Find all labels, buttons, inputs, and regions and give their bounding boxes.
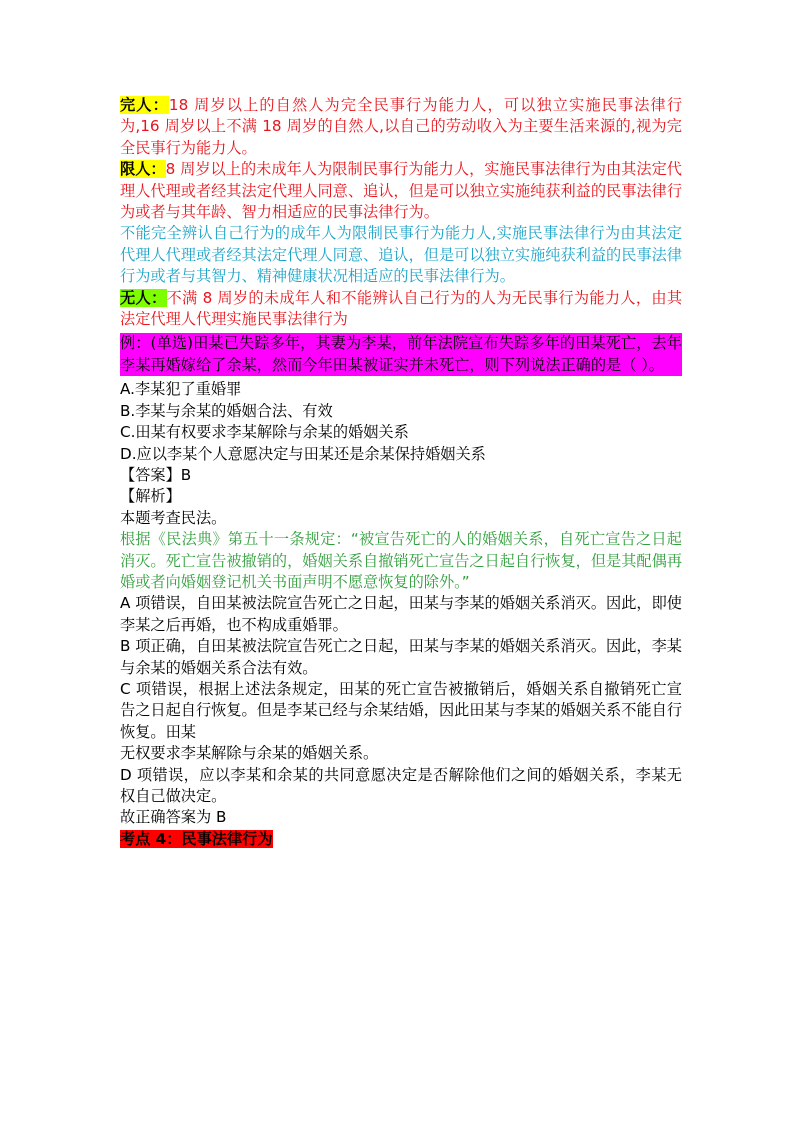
explain-d: D 项错误，应以李某和余某的共同意愿决定是否解除他们之间的婚姻关系，李某无权自己做决定。 bbox=[120, 765, 682, 805]
full-capacity-text: 18 周岁以上的自然人为完全民事行为能力人，可以独立实施民事法律行为,16 周岁以上不满 18 周岁的自然人,以自己的劳动收入为主要生活来源的,视为完全民事行为能力人。 bbox=[120, 96, 683, 157]
law-citation: 根据《民法典》第五十一条规定：“被宣告死亡的人的婚姻关系，自死亡宣告之日起消灭。死亡宣告被撤销的，婚姻关系自撤销死亡宣告之日起自行恢复，但是其配偶再婚或者向婚姻登记机关书面声明不愿意恢复的除外。” bbox=[120, 530, 682, 591]
limited-capacity-text: 8 周岁以上的未成年人为限制民事行为能力人，实施民事法律行为由其法定代理人代理或者经其法定代理人同意、追认，但是可以独立实施纯获利益的民事法律行为或者与其年龄、智力相适应的民事法律行为。 bbox=[120, 160, 682, 222]
no-capacity-text: 不满 8 周岁的未成年人和不能辨认自己行为的人为无民事行为能力人，由其法定代理人代理实施民事法律行为 bbox=[120, 288, 683, 329]
analysis-label: 【解析】 bbox=[120, 487, 181, 506]
option-a: A.李某犯了重婚罪 bbox=[120, 380, 242, 399]
limited-capacity-label: 限人： bbox=[120, 160, 166, 179]
limited-capacity-paragraph bbox=[120, 159, 682, 223]
next-section-heading-text: 考点 4：民事法律行为 bbox=[120, 829, 273, 848]
answer-line: 【答案】B bbox=[120, 465, 192, 484]
explain-c-part1: C 项错误，根据上述法条规定，田某的死亡宣告被撤销后，婚姻关系自撤销死亡宣告之日起自行恢复。但是李某已经与余某结婚，因此田某与李某的婚姻关系不能自行恢复。田某 bbox=[120, 679, 682, 741]
next-section-heading bbox=[120, 829, 682, 850]
conclusion: 故正确答案为 B bbox=[120, 808, 227, 827]
full-capacity-label: 完人： bbox=[120, 96, 169, 114]
limited-capacity-adult-paragraph: 不能完全辨认自己行为的成年人为限制民事行为能力人,实施民事法律行为由其法定代理人代理或者经其法定代理人同意、追认，但是可以独立实施纯获利益的民事法律行为或者与其智力、精神健康状况相适应的民事法律行为。 bbox=[120, 224, 682, 286]
question-stem-text: 例：(单选)田某已失踪多年，其妻为李某，前年法院宣布失踪多年的田某死亡，去年李某再婚嫁给了余某，然而今年田某被证实并未死亡，则下列说法正确的是（ ）。 bbox=[120, 333, 682, 376]
explain-c-part2: 无权要求李某解除与余某的婚姻关系。 bbox=[120, 744, 379, 763]
option-c: C.田某有权要求李某解除与余某的婚姻关系 bbox=[120, 423, 409, 442]
no-capacity-label: 无人： bbox=[120, 288, 167, 307]
document-page bbox=[120, 95, 682, 850]
no-capacity-paragraph bbox=[120, 288, 682, 331]
explain-b: B 项正确，自田某被法院宣告死亡之日起，田某与李某的婚姻关系消灭。因此，李某与余某的婚姻关系合法有效。 bbox=[120, 637, 682, 677]
analysis-intro: 本题考查民法。 bbox=[120, 508, 227, 527]
full-capacity-paragraph bbox=[120, 95, 682, 159]
option-d: D.应以李某个人意愿决定与田某还是余某保持婚姻关系 bbox=[120, 444, 486, 463]
question-stem bbox=[120, 333, 682, 376]
option-b: B.李某与余某的婚姻合法、有效 bbox=[120, 401, 333, 420]
explain-a: A 项错误，自田某被法院宣告死亡之日起，田某与李某的婚姻关系消灭。因此，即使李某之后再婚，也不构成重婚罪。 bbox=[120, 594, 682, 634]
